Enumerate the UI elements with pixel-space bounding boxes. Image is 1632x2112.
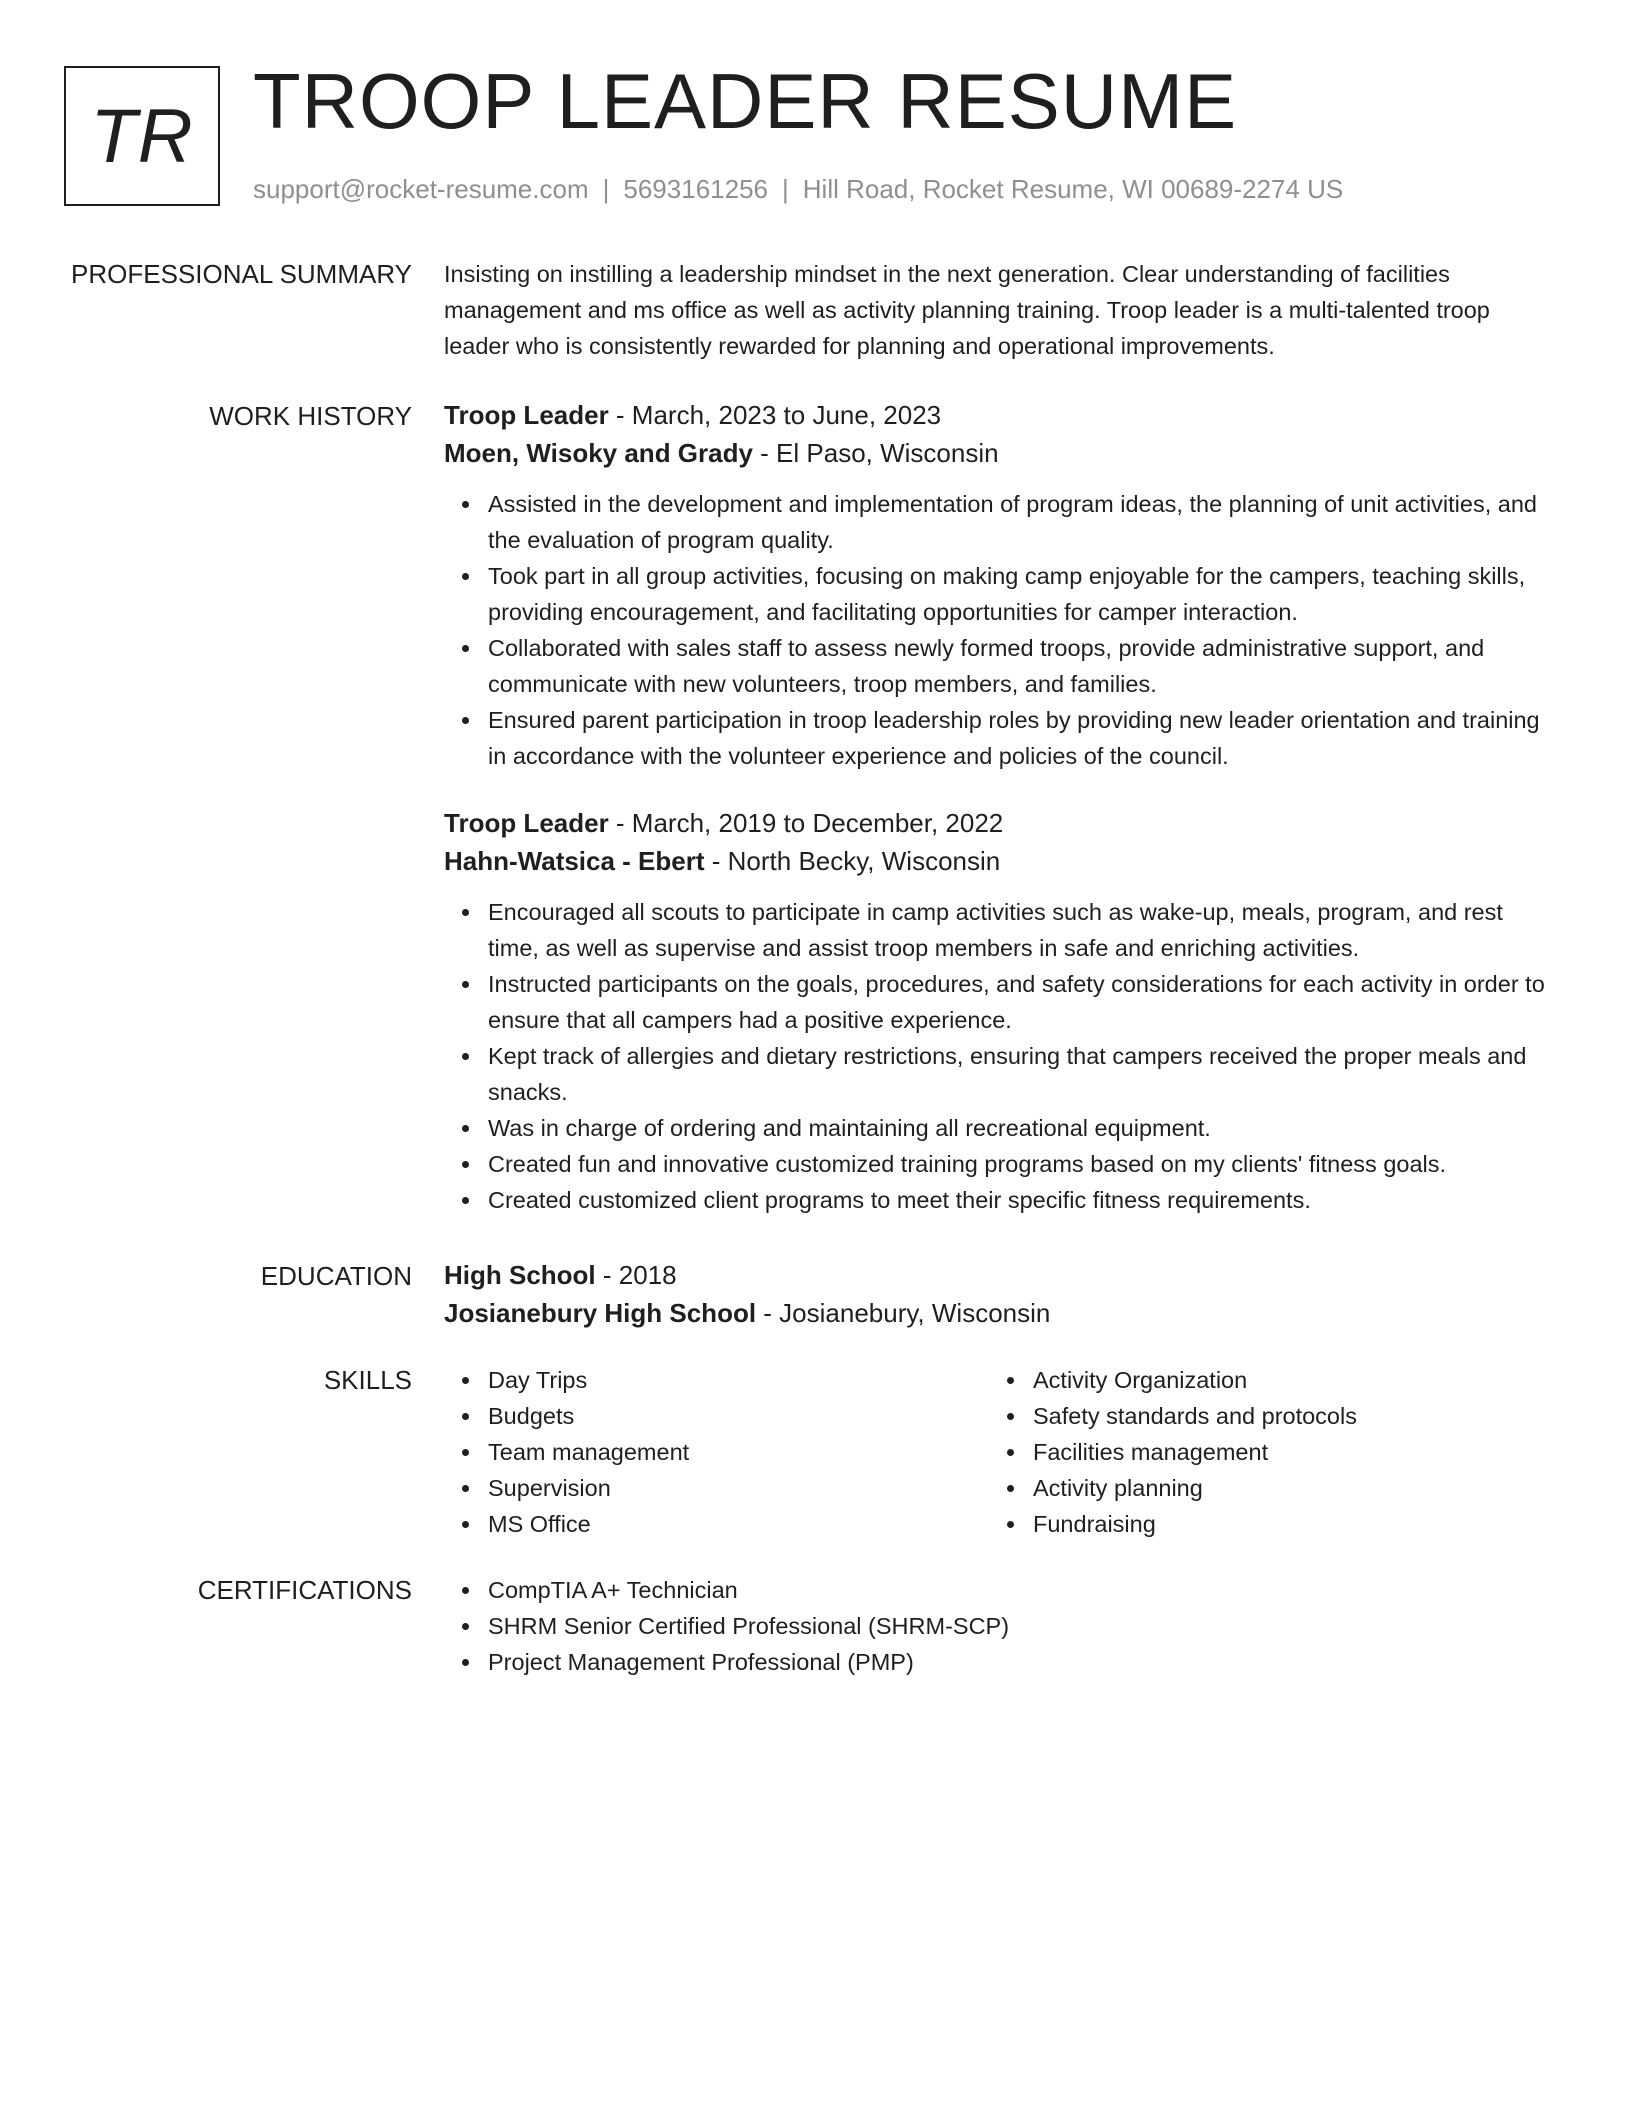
job-bullet: Assisted in the development and implementation of program ideas, the planning of unit activities, and the evaluation of program quality.: [488, 486, 1554, 558]
summary-body: [444, 256, 1554, 364]
job-location: - El Paso, Wisconsin: [752, 438, 999, 468]
skill-item: Day Trips: [488, 1362, 964, 1398]
job-company: Moen, Wisoky and Grady: [444, 438, 753, 468]
job-bullet: Was in charge of ordering and maintaining all recreational equipment.: [488, 1110, 1554, 1146]
job-entry: [444, 396, 1554, 774]
skill-item: Team management: [488, 1434, 964, 1470]
section-label-certifications: CERTIFICATIONS: [197, 1575, 412, 1605]
education-body: [444, 1256, 1554, 1332]
education-location: - Josianebury, Wisconsin: [756, 1298, 1051, 1328]
skill-item: MS Office: [488, 1506, 964, 1542]
job-bullet: Instructed participants on the goals, procedures, and safety considerations for each activity in order to ensure that all campers had a positive experience.: [488, 966, 1554, 1038]
job-bullets: [444, 486, 1554, 774]
job-bullet: Collaborated with sales staff to assess newly formed troops, provide administrative support, and communicate with new volunteers, troop members, and families.: [488, 630, 1554, 702]
certifications-body: [444, 1572, 1554, 1680]
job-bullet: Ensured parent participation in troop leadership roles by providing new leader orientation and training in accordance with the volunteer experience and policies of the council.: [488, 702, 1554, 774]
skill-item: Fundraising: [1033, 1506, 1509, 1542]
summary-text: Insisting on instilling a leadership mindset in the next generation. Clear understanding of facilities management and ms office as well as activity planning training. Troop leader is a multi-talented troop leader who is consistently rewarded for planning and operational improvements.: [444, 261, 1490, 359]
skill-item: Budgets: [488, 1398, 964, 1434]
certification-item: Project Management Professional (PMP): [488, 1644, 1554, 1680]
certifications-list: [444, 1572, 1554, 1680]
contact-phone: 5693161256: [623, 174, 768, 204]
education-degree: High School: [444, 1260, 596, 1290]
job-title: Troop Leader: [444, 808, 609, 838]
certification-item: SHRM Senior Certified Professional (SHRM-SCP): [488, 1608, 1554, 1644]
education-year: - 2018: [595, 1260, 677, 1290]
contact-line: [253, 172, 1343, 206]
job-bullet: Took part in all group activities, focusing on making camp enjoyable for the campers, teaching skills, providing encouragement, and facilitating opportunities for camper interaction.: [488, 558, 1554, 630]
job-bullet: Encouraged all scouts to participate in camp activities such as wake-up, meals, program, and rest time, as well as supervise and assist troop members in safe and enriching activities.: [488, 894, 1554, 966]
certification-item: CompTIA A+ Technician: [488, 1572, 1554, 1608]
monogram-box: [64, 66, 220, 206]
section-label-skills: SKILLS: [323, 1365, 412, 1395]
job-bullet: Created fun and innovative customized training programs based on my clients' fitness goals.: [488, 1146, 1554, 1182]
job-title: Troop Leader: [444, 400, 609, 430]
contact-address: Hill Road, Rocket Resume, WI 00689-2274 US: [802, 174, 1344, 204]
skill-item: Safety standards and protocols: [1033, 1398, 1509, 1434]
education-degree-line: [444, 1256, 1554, 1294]
skills-list-left: [444, 1362, 964, 1542]
skills-column-left: [444, 1362, 964, 1542]
education-school: Josianebury High School: [444, 1298, 757, 1328]
job-title-line: [444, 396, 1554, 434]
job-location: - North Becky, Wisconsin: [704, 846, 1001, 876]
job-title-line: [444, 804, 1554, 842]
skills-column-right: [989, 1362, 1509, 1542]
section-label-education: EDUCATION: [260, 1261, 412, 1291]
job-bullets: [444, 894, 1554, 1218]
contact-separator: |: [782, 174, 789, 204]
job-company: Hahn-Watsica - Ebert: [444, 846, 705, 876]
monogram-initials: TR: [90, 93, 194, 179]
job-dates: - March, 2019 to December, 2022: [608, 808, 1004, 838]
skill-item: Supervision: [488, 1470, 964, 1506]
job-entry: [444, 804, 1554, 1218]
skills-body: [444, 1362, 1554, 1542]
section-label-work-history: WORK HISTORY: [209, 401, 412, 431]
job-company-line: [444, 842, 1554, 880]
skills-list-right: [989, 1362, 1509, 1542]
skill-item: Activity planning: [1033, 1470, 1509, 1506]
skill-item: Facilities management: [1033, 1434, 1509, 1470]
job-company-line: [444, 434, 1554, 472]
skill-item: Activity Organization: [1033, 1362, 1509, 1398]
job-bullet: Created customized client programs to meet their specific fitness requirements.: [488, 1182, 1554, 1218]
contact-separator: |: [602, 174, 610, 204]
job-dates: - March, 2023 to June, 2023: [608, 400, 942, 430]
resume-title: TROOP LEADER RESUME: [253, 57, 1238, 145]
education-school-line: [444, 1294, 1554, 1332]
contact-email: support@rocket-resume.com: [253, 174, 589, 204]
work-history-body: [444, 396, 1554, 1218]
section-label-summary: PROFESSIONAL SUMMARY: [71, 259, 412, 289]
job-bullet: Kept track of allergies and dietary restrictions, ensuring that campers received the proper meals and snacks.: [488, 1038, 1554, 1110]
